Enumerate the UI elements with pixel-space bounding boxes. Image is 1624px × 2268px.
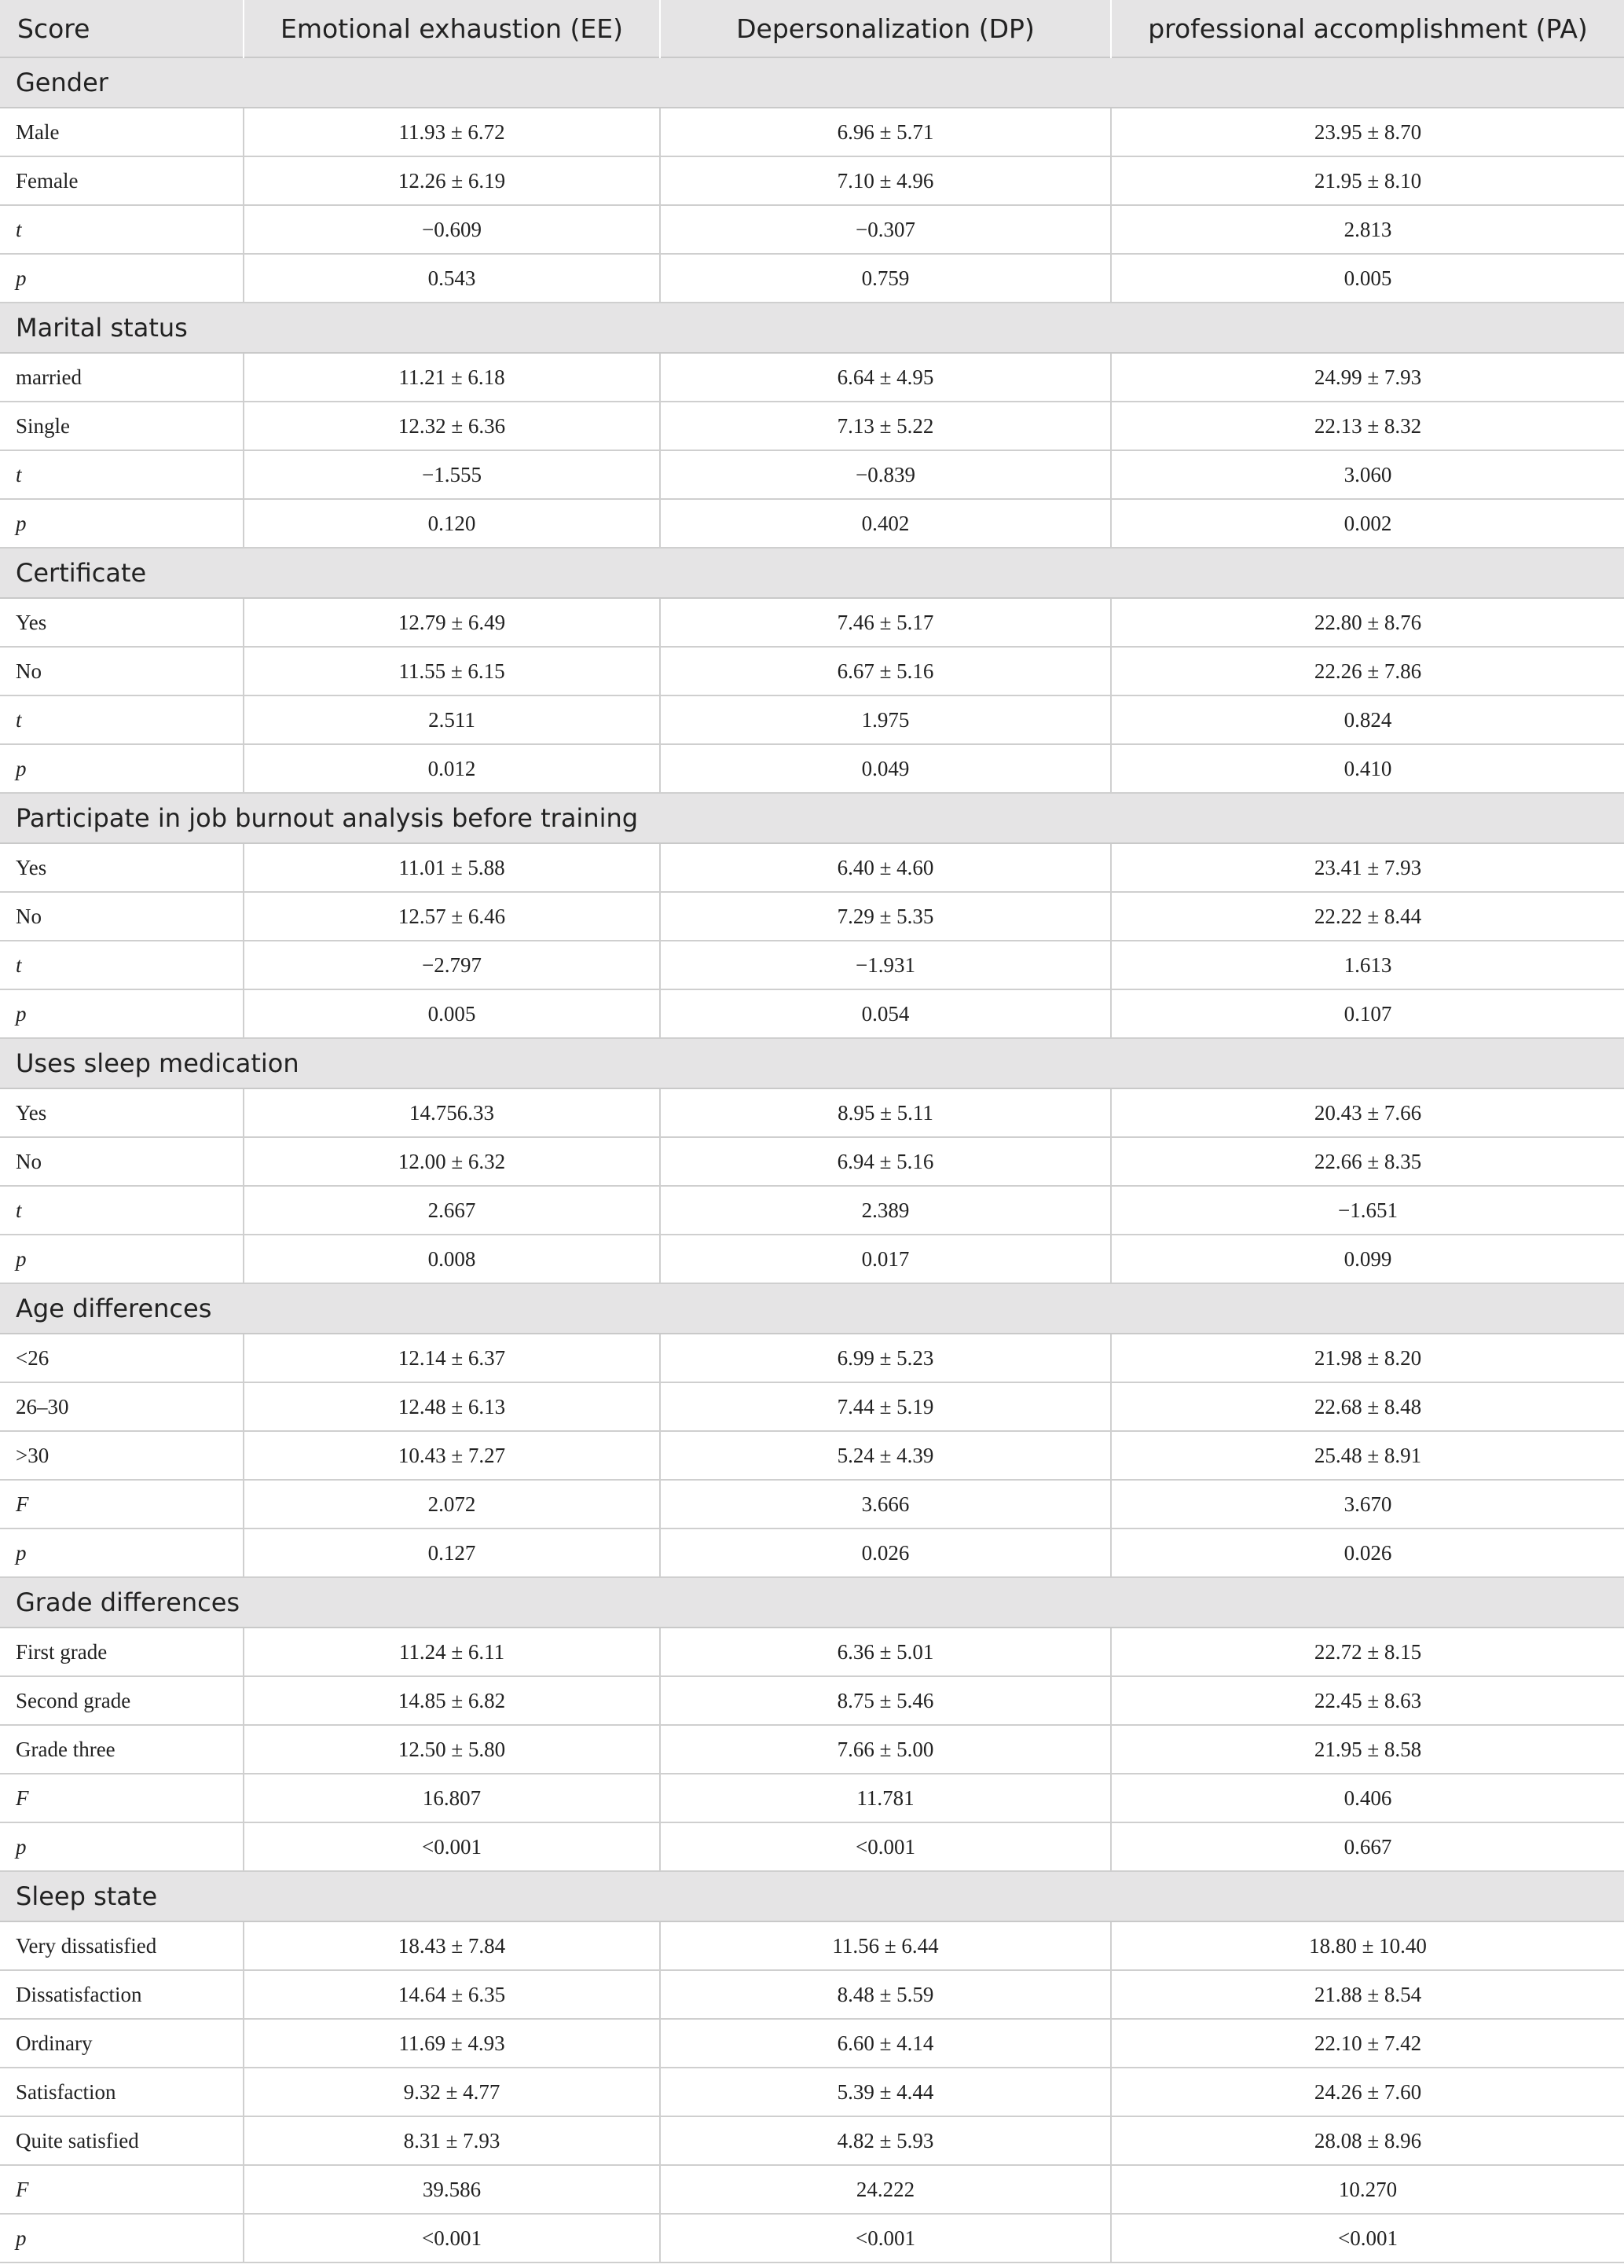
- cell-pa: 22.10 ± 7.42: [1111, 2019, 1624, 2068]
- table-body: [0, 57, 1624, 2262]
- table-row: [0, 353, 1624, 402]
- cell-ee: 0.012: [244, 744, 660, 793]
- cell-ee: 14.85 ± 6.82: [244, 1676, 660, 1725]
- cell-ee: 2.511: [244, 695, 660, 744]
- cell-ee: 18.43 ± 7.84: [244, 1921, 660, 1970]
- table-row: [0, 2116, 1624, 2165]
- cell-ee: 11.21 ± 6.18: [244, 353, 660, 402]
- table-row: [0, 1334, 1624, 1382]
- table-row: [0, 744, 1624, 793]
- row-label: No: [0, 647, 244, 695]
- row-label: p: [0, 254, 244, 303]
- group-header-row: [0, 1871, 1624, 1921]
- row-label: F: [0, 1480, 244, 1529]
- row-label: 26–30: [0, 1382, 244, 1431]
- table-row: [0, 647, 1624, 695]
- cell-dp: 2.389: [660, 1186, 1111, 1235]
- cell-dp: 6.64 ± 4.95: [660, 353, 1111, 402]
- cell-pa: 22.66 ± 8.35: [1111, 1137, 1624, 1186]
- row-label: Yes: [0, 598, 244, 647]
- table-header: [0, 0, 1624, 57]
- cell-pa: 1.613: [1111, 941, 1624, 989]
- header-score: Score: [0, 0, 244, 57]
- cell-ee: 0.543: [244, 254, 660, 303]
- cell-ee: 12.57 ± 6.46: [244, 892, 660, 941]
- cell-dp: 6.36 ± 5.01: [660, 1628, 1111, 1676]
- row-label: Single: [0, 402, 244, 450]
- row-label: Male: [0, 108, 244, 156]
- cell-dp: 1.975: [660, 695, 1111, 744]
- cell-dp: 7.44 ± 5.19: [660, 1382, 1111, 1431]
- group-title: Participate in job burnout analysis before training: [0, 793, 1624, 843]
- cell-ee: 14.756.33: [244, 1088, 660, 1137]
- cell-dp: 6.67 ± 5.16: [660, 647, 1111, 695]
- cell-pa: <0.001: [1111, 2214, 1624, 2262]
- table-row: [0, 1186, 1624, 1235]
- cell-ee: 12.48 ± 6.13: [244, 1382, 660, 1431]
- cell-pa: 0.410: [1111, 744, 1624, 793]
- table-row: [0, 1676, 1624, 1725]
- cell-dp: 7.46 ± 5.17: [660, 598, 1111, 647]
- cell-ee: 2.072: [244, 1480, 660, 1529]
- group-header-row: [0, 1283, 1624, 1334]
- cell-ee: <0.001: [244, 1822, 660, 1871]
- cell-dp: 6.94 ± 5.16: [660, 1137, 1111, 1186]
- cell-pa: 0.002: [1111, 499, 1624, 548]
- table-row: [0, 1628, 1624, 1676]
- cell-ee: 12.26 ± 6.19: [244, 156, 660, 205]
- row-label: p: [0, 1235, 244, 1283]
- group-title: Gender: [0, 57, 1624, 108]
- cell-pa: 0.824: [1111, 695, 1624, 744]
- row-label: Ordinary: [0, 2019, 244, 2068]
- row-label: t: [0, 1186, 244, 1235]
- cell-ee: −1.555: [244, 450, 660, 499]
- cell-dp: −0.307: [660, 205, 1111, 254]
- cell-pa: 2.813: [1111, 205, 1624, 254]
- table-row: [0, 1088, 1624, 1137]
- table-row: [0, 989, 1624, 1038]
- cell-ee: 12.79 ± 6.49: [244, 598, 660, 647]
- cell-dp: 5.39 ± 4.44: [660, 2068, 1111, 2116]
- group-header-row: [0, 548, 1624, 598]
- cell-ee: 12.50 ± 5.80: [244, 1725, 660, 1774]
- cell-pa: 21.95 ± 8.58: [1111, 1725, 1624, 1774]
- cell-dp: 0.017: [660, 1235, 1111, 1283]
- cell-dp: 7.29 ± 5.35: [660, 892, 1111, 941]
- table-row: [0, 1921, 1624, 1970]
- cell-pa: 0.667: [1111, 1822, 1624, 1871]
- cell-dp: 0.026: [660, 1529, 1111, 1577]
- table-row: [0, 254, 1624, 303]
- cell-pa: 21.88 ± 8.54: [1111, 1970, 1624, 2019]
- cell-ee: 0.008: [244, 1235, 660, 1283]
- cell-pa: 3.670: [1111, 1480, 1624, 1529]
- cell-pa: 21.98 ± 8.20: [1111, 1334, 1624, 1382]
- header-row: [0, 0, 1624, 57]
- group-header-row: [0, 1038, 1624, 1088]
- row-label: Quite satisfied: [0, 2116, 244, 2165]
- cell-ee: 11.69 ± 4.93: [244, 2019, 660, 2068]
- row-label: No: [0, 1137, 244, 1186]
- cell-dp: 11.56 ± 6.44: [660, 1921, 1111, 1970]
- header-professional-accomplishment: professional accomplishment (PA): [1111, 0, 1624, 57]
- cell-dp: 0.402: [660, 499, 1111, 548]
- cell-pa: 25.48 ± 8.91: [1111, 1431, 1624, 1480]
- table-row: [0, 499, 1624, 548]
- cell-dp: 6.60 ± 4.14: [660, 2019, 1111, 2068]
- group-title: Sleep state: [0, 1871, 1624, 1921]
- header-emotional-exhaustion: Emotional exhaustion (EE): [244, 0, 660, 57]
- row-label: Female: [0, 156, 244, 205]
- row-label: p: [0, 2214, 244, 2262]
- group-title: Certificate: [0, 548, 1624, 598]
- row-label: Grade three: [0, 1725, 244, 1774]
- row-label: Second grade: [0, 1676, 244, 1725]
- cell-ee: 11.01 ± 5.88: [244, 843, 660, 892]
- group-header-row: [0, 57, 1624, 108]
- group-title: Marital status: [0, 303, 1624, 353]
- cell-pa: 21.95 ± 8.10: [1111, 156, 1624, 205]
- cell-pa: 24.26 ± 7.60: [1111, 2068, 1624, 2116]
- cell-pa: 22.26 ± 7.86: [1111, 647, 1624, 695]
- table-row: [0, 1382, 1624, 1431]
- cell-pa: 0.026: [1111, 1529, 1624, 1577]
- table-row: [0, 1431, 1624, 1480]
- row-label: Yes: [0, 1088, 244, 1137]
- cell-pa: 23.95 ± 8.70: [1111, 108, 1624, 156]
- cell-dp: <0.001: [660, 2214, 1111, 2262]
- group-header-row: [0, 793, 1624, 843]
- group-title: Age differences: [0, 1283, 1624, 1334]
- cell-pa: 22.80 ± 8.76: [1111, 598, 1624, 647]
- cell-pa: 0.406: [1111, 1774, 1624, 1822]
- row-label: F: [0, 1774, 244, 1822]
- table-row: [0, 402, 1624, 450]
- row-label: t: [0, 695, 244, 744]
- row-label: Dissatisfaction: [0, 1970, 244, 2019]
- cell-pa: 0.107: [1111, 989, 1624, 1038]
- table-row: [0, 1480, 1624, 1529]
- row-label: p: [0, 989, 244, 1038]
- cell-ee: 12.32 ± 6.36: [244, 402, 660, 450]
- table-row: [0, 1137, 1624, 1186]
- cell-dp: −1.931: [660, 941, 1111, 989]
- table-row: [0, 598, 1624, 647]
- cell-ee: −0.609: [244, 205, 660, 254]
- cell-dp: 3.666: [660, 1480, 1111, 1529]
- cell-pa: 0.099: [1111, 1235, 1624, 1283]
- cell-ee: 12.14 ± 6.37: [244, 1334, 660, 1382]
- table-row: [0, 1822, 1624, 1871]
- cell-ee: 11.55 ± 6.15: [244, 647, 660, 695]
- cell-pa: 24.99 ± 7.93: [1111, 353, 1624, 402]
- cell-ee: 9.32 ± 4.77: [244, 2068, 660, 2116]
- cell-ee: 10.43 ± 7.27: [244, 1431, 660, 1480]
- group-title: Uses sleep medication: [0, 1038, 1624, 1088]
- table-row: [0, 1235, 1624, 1283]
- cell-dp: 6.96 ± 5.71: [660, 108, 1111, 156]
- table-row: [0, 156, 1624, 205]
- table-row: [0, 450, 1624, 499]
- table-row: [0, 892, 1624, 941]
- row-label: Satisfaction: [0, 2068, 244, 2116]
- cell-ee: 14.64 ± 6.35: [244, 1970, 660, 2019]
- cell-dp: 6.40 ± 4.60: [660, 843, 1111, 892]
- row-label: Yes: [0, 843, 244, 892]
- cell-dp: 7.10 ± 4.96: [660, 156, 1111, 205]
- row-label: p: [0, 744, 244, 793]
- row-label: p: [0, 1529, 244, 1577]
- cell-dp: 0.759: [660, 254, 1111, 303]
- cell-dp: 0.054: [660, 989, 1111, 1038]
- cell-pa: 22.72 ± 8.15: [1111, 1628, 1624, 1676]
- row-label: married: [0, 353, 244, 402]
- cell-pa: 28.08 ± 8.96: [1111, 2116, 1624, 2165]
- cell-ee: 11.93 ± 6.72: [244, 108, 660, 156]
- row-label: <26: [0, 1334, 244, 1382]
- cell-pa: 22.13 ± 8.32: [1111, 402, 1624, 450]
- row-label: F: [0, 2165, 244, 2214]
- cell-dp: 8.48 ± 5.59: [660, 1970, 1111, 2019]
- cell-pa: 18.80 ± 10.40: [1111, 1921, 1624, 1970]
- cell-ee: 12.00 ± 6.32: [244, 1137, 660, 1186]
- table-row: [0, 2019, 1624, 2068]
- row-label: >30: [0, 1431, 244, 1480]
- row-label: No: [0, 892, 244, 941]
- cell-ee: 0.005: [244, 989, 660, 1038]
- table-row: [0, 1970, 1624, 2019]
- row-label: p: [0, 1822, 244, 1871]
- group-header-row: [0, 1577, 1624, 1628]
- table-row: [0, 1529, 1624, 1577]
- cell-ee: 16.807: [244, 1774, 660, 1822]
- table-row: [0, 843, 1624, 892]
- cell-dp: 7.13 ± 5.22: [660, 402, 1111, 450]
- cell-dp: 4.82 ± 5.93: [660, 2116, 1111, 2165]
- cell-ee: 11.24 ± 6.11: [244, 1628, 660, 1676]
- table-row: [0, 1774, 1624, 1822]
- cell-ee: 2.667: [244, 1186, 660, 1235]
- group-header-row: [0, 303, 1624, 353]
- cell-pa: 22.22 ± 8.44: [1111, 892, 1624, 941]
- table-row: [0, 2068, 1624, 2116]
- table-row: [0, 108, 1624, 156]
- cell-pa: 23.41 ± 7.93: [1111, 843, 1624, 892]
- cell-ee: −2.797: [244, 941, 660, 989]
- cell-pa: 22.68 ± 8.48: [1111, 1382, 1624, 1431]
- cell-dp: 8.95 ± 5.11: [660, 1088, 1111, 1137]
- row-label: t: [0, 941, 244, 989]
- cell-dp: 7.66 ± 5.00: [660, 1725, 1111, 1774]
- cell-ee: <0.001: [244, 2214, 660, 2262]
- cell-dp: <0.001: [660, 1822, 1111, 1871]
- row-label: t: [0, 205, 244, 254]
- cell-pa: 22.45 ± 8.63: [1111, 1676, 1624, 1725]
- row-label: Very dissatisfied: [0, 1921, 244, 1970]
- cell-pa: 3.060: [1111, 450, 1624, 499]
- cell-dp: 24.222: [660, 2165, 1111, 2214]
- cell-dp: 11.781: [660, 1774, 1111, 1822]
- cell-ee: 8.31 ± 7.93: [244, 2116, 660, 2165]
- table-row: [0, 1725, 1624, 1774]
- cell-dp: 5.24 ± 4.39: [660, 1431, 1111, 1480]
- cell-ee: 39.586: [244, 2165, 660, 2214]
- table-row: [0, 205, 1624, 254]
- cell-dp: 8.75 ± 5.46: [660, 1676, 1111, 1725]
- group-title: Grade differences: [0, 1577, 1624, 1628]
- cell-ee: 0.127: [244, 1529, 660, 1577]
- cell-dp: 6.99 ± 5.23: [660, 1334, 1111, 1382]
- cell-dp: −0.839: [660, 450, 1111, 499]
- table-row: [0, 2214, 1624, 2262]
- row-label: t: [0, 450, 244, 499]
- cell-pa: 0.005: [1111, 254, 1624, 303]
- cell-pa: 10.270: [1111, 2165, 1624, 2214]
- row-label: p: [0, 499, 244, 548]
- cell-pa: −1.651: [1111, 1186, 1624, 1235]
- cell-dp: 0.049: [660, 744, 1111, 793]
- cell-pa: 20.43 ± 7.66: [1111, 1088, 1624, 1137]
- table-row: [0, 941, 1624, 989]
- table-row: [0, 2165, 1624, 2214]
- table-row: [0, 695, 1624, 744]
- cell-ee: 0.120: [244, 499, 660, 548]
- header-depersonalization: Depersonalization (DP): [660, 0, 1111, 57]
- row-label: First grade: [0, 1628, 244, 1676]
